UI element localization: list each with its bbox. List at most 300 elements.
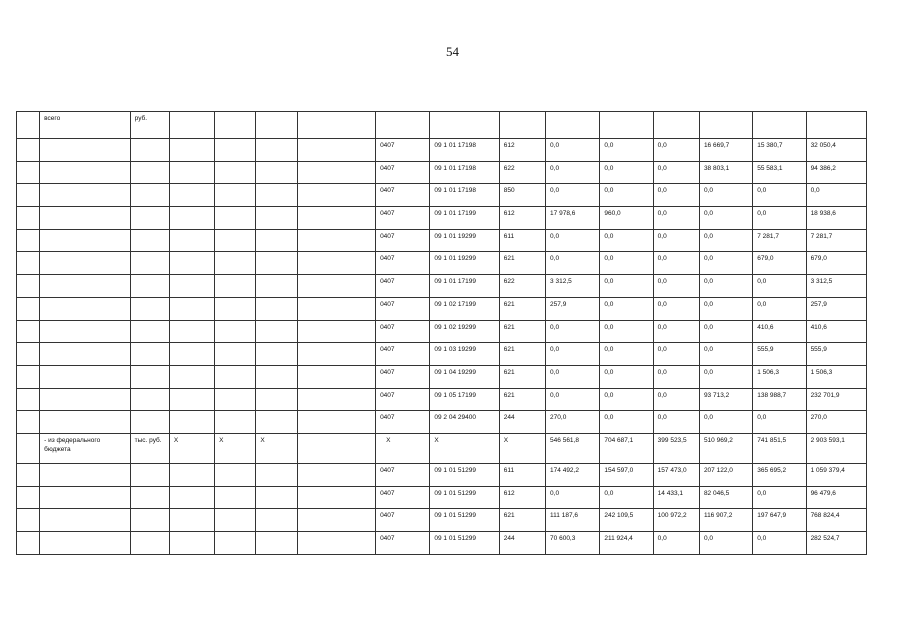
table-cell — [297, 161, 375, 184]
table-cell: 14 433,1 — [653, 486, 699, 509]
table-cell: 0,0 — [653, 297, 699, 320]
table-cell: 270,0 — [806, 411, 866, 434]
table-cell — [699, 112, 752, 139]
table-cell — [297, 207, 375, 230]
table-cell: 621 — [499, 297, 545, 320]
table-cell-lead — [17, 486, 40, 509]
table-cell: 09 1 01 17199 — [430, 275, 499, 298]
table-cell-lead — [17, 411, 40, 434]
table-cell — [297, 229, 375, 252]
table-cell — [40, 252, 131, 275]
table-cell: 38 803,1 — [699, 161, 752, 184]
table-cell — [215, 463, 256, 486]
table-cell — [169, 275, 214, 298]
table-row — [17, 532, 867, 555]
table-cell: 0,0 — [653, 411, 699, 434]
table-cell: 741 851,5 — [753, 433, 806, 463]
table-cell: 18 938,6 — [806, 207, 866, 230]
table-cell — [297, 112, 375, 139]
table-cell: 0,0 — [653, 139, 699, 162]
table-cell: 0,0 — [600, 320, 653, 343]
table-cell — [376, 112, 430, 139]
table-row — [17, 184, 867, 207]
table-cell — [130, 275, 169, 298]
table-cell — [40, 207, 131, 230]
table-cell — [130, 252, 169, 275]
table-cell — [297, 433, 375, 463]
table-cell — [297, 275, 375, 298]
table-cell — [130, 411, 169, 434]
table-cell: 0,0 — [653, 365, 699, 388]
table-cell — [215, 275, 256, 298]
table-cell — [169, 207, 214, 230]
table-cell — [130, 486, 169, 509]
table-cell: 768 824,4 — [806, 509, 866, 532]
table-cell — [215, 161, 256, 184]
table-cell: 0,0 — [699, 343, 752, 366]
table-cell: 94 386,2 — [806, 161, 866, 184]
table-cell — [256, 320, 297, 343]
table-cell — [297, 252, 375, 275]
table-cell — [499, 112, 545, 139]
table-cell — [256, 509, 297, 532]
table-cell: 09 1 01 19299 — [430, 229, 499, 252]
table-cell — [215, 411, 256, 434]
table-cell: 621 — [499, 509, 545, 532]
table-cell: 154 597,0 — [600, 463, 653, 486]
table-cell: 09 1 02 19299 — [430, 320, 499, 343]
table-cell: 0,0 — [699, 207, 752, 230]
table-cell: 612 — [499, 139, 545, 162]
table-cell: 0,0 — [546, 388, 600, 411]
table-cell — [215, 365, 256, 388]
table-cell: 0,0 — [653, 320, 699, 343]
table-cell: 0,0 — [600, 486, 653, 509]
table-cell — [256, 161, 297, 184]
table-cell: 96 479,6 — [806, 486, 866, 509]
table-cell: 3 312,5 — [806, 275, 866, 298]
table-cell-lead — [17, 388, 40, 411]
table-cell — [297, 343, 375, 366]
table-cell: 82 046,5 — [699, 486, 752, 509]
table-cell: 0,0 — [600, 139, 653, 162]
table-cell: 0407 — [376, 184, 430, 207]
table-cell — [40, 486, 131, 509]
table-cell: 850 — [499, 184, 545, 207]
table-cell-lead — [17, 252, 40, 275]
table-cell — [215, 486, 256, 509]
table-cell — [169, 184, 214, 207]
table-cell: 0407 — [376, 365, 430, 388]
table-cell: 7 281,7 — [753, 229, 806, 252]
table-cell — [130, 532, 169, 555]
table-row — [17, 463, 867, 486]
table-cell: 0,0 — [600, 297, 653, 320]
table-cell-lead — [17, 184, 40, 207]
table-cell: - из федерального бюджета — [40, 433, 131, 463]
table-cell: 0,0 — [546, 365, 600, 388]
table-cell: 410,6 — [806, 320, 866, 343]
table-cell: 0,0 — [699, 275, 752, 298]
table-cell — [169, 388, 214, 411]
table-cell: 0,0 — [600, 161, 653, 184]
table-cell — [130, 207, 169, 230]
table-cell — [215, 252, 256, 275]
table-cell: 09 1 04 19299 — [430, 365, 499, 388]
table-cell — [169, 112, 214, 139]
table-cell — [40, 463, 131, 486]
table-cell: 621 — [499, 365, 545, 388]
table-cell: 2 903 593,1 — [806, 433, 866, 463]
table-cell: 0,0 — [600, 365, 653, 388]
table-cell — [169, 411, 214, 434]
table-cell: 0407 — [376, 297, 430, 320]
table-cell — [40, 229, 131, 252]
table-cell — [40, 509, 131, 532]
table-row — [17, 343, 867, 366]
table-cell — [256, 463, 297, 486]
table-cell: 1 506,3 — [806, 365, 866, 388]
table-cell: 622 — [499, 275, 545, 298]
table-cell — [169, 486, 214, 509]
table-cell — [256, 252, 297, 275]
table-cell: Х — [215, 433, 256, 463]
table-cell: 70 600,3 — [546, 532, 600, 555]
table-cell: 0407 — [376, 411, 430, 434]
table-cell: 257,9 — [546, 297, 600, 320]
table-cell: 0,0 — [653, 184, 699, 207]
table-cell — [297, 486, 375, 509]
table-cell — [130, 388, 169, 411]
table-cell: 09 1 01 51299 — [430, 509, 499, 532]
table-cell-lead — [17, 275, 40, 298]
table-row — [17, 112, 867, 139]
table-cell — [546, 112, 600, 139]
table-cell: 0407 — [376, 207, 430, 230]
table-cell-lead — [17, 320, 40, 343]
table-cell: 399 523,5 — [653, 433, 699, 463]
table-cell: 0,0 — [806, 184, 866, 207]
table-cell: Х — [169, 433, 214, 463]
table-cell: 0,0 — [600, 184, 653, 207]
table-cell: Х — [376, 433, 430, 463]
table-cell — [297, 139, 375, 162]
table-row — [17, 229, 867, 252]
table-row — [17, 365, 867, 388]
table-cell — [215, 112, 256, 139]
table-cell: 0,0 — [653, 229, 699, 252]
table-cell: 232 701,9 — [806, 388, 866, 411]
table-cell — [40, 161, 131, 184]
table-cell-lead — [17, 207, 40, 230]
table-cell: 0,0 — [753, 207, 806, 230]
table-cell: 0407 — [376, 388, 430, 411]
table-cell — [130, 229, 169, 252]
table-cell: 0,0 — [546, 252, 600, 275]
table-cell: 0,0 — [600, 252, 653, 275]
table-cell — [130, 509, 169, 532]
table-cell: 09 1 02 17199 — [430, 297, 499, 320]
table-row — [17, 139, 867, 162]
table-cell — [215, 343, 256, 366]
table-cell — [40, 365, 131, 388]
table-cell: 621 — [499, 343, 545, 366]
table-cell: 09 1 01 17198 — [430, 161, 499, 184]
table-cell-lead — [17, 139, 40, 162]
table-cell: 0,0 — [699, 365, 752, 388]
table-cell: 93 713,2 — [699, 388, 752, 411]
table-cell: 0,0 — [699, 229, 752, 252]
table-cell: 100 972,2 — [653, 509, 699, 532]
table-cell: 0,0 — [546, 161, 600, 184]
table-cell-lead — [17, 365, 40, 388]
table-cell: 09 1 01 51299 — [430, 532, 499, 555]
table-cell: 0,0 — [699, 532, 752, 555]
table-cell: всего — [40, 112, 131, 139]
table-cell: 09 1 01 17199 — [430, 207, 499, 230]
table-cell: 704 687,1 — [600, 433, 653, 463]
table-row — [17, 207, 867, 230]
table-cell — [256, 112, 297, 139]
table-cell: 7 281,7 — [806, 229, 866, 252]
table-cell: 3 312,5 — [546, 275, 600, 298]
table-cell: 0,0 — [546, 343, 600, 366]
table-cell — [256, 207, 297, 230]
table-cell: 0407 — [376, 229, 430, 252]
table-cell — [215, 388, 256, 411]
table-cell — [297, 365, 375, 388]
table-cell — [40, 411, 131, 434]
table-cell: 410,6 — [753, 320, 806, 343]
table-cell — [215, 229, 256, 252]
table-cell: 546 561,8 — [546, 433, 600, 463]
table-cell: 611 — [499, 463, 545, 486]
table-cell — [215, 297, 256, 320]
table-cell — [169, 161, 214, 184]
table-cell — [297, 297, 375, 320]
table-cell: 09 1 01 51299 — [430, 463, 499, 486]
table-cell: 55 583,1 — [753, 161, 806, 184]
table-cell — [130, 463, 169, 486]
table-cell-lead — [17, 463, 40, 486]
table-cell: 0,0 — [546, 184, 600, 207]
table-cell — [256, 365, 297, 388]
table-cell: 174 492,2 — [546, 463, 600, 486]
table-cell — [169, 229, 214, 252]
table-cell — [40, 320, 131, 343]
table-cell: 242 109,5 — [600, 509, 653, 532]
table-cell-lead — [17, 112, 40, 139]
table-cell: 0,0 — [699, 297, 752, 320]
table-cell: 0407 — [376, 275, 430, 298]
table-cell — [169, 320, 214, 343]
table-cell — [215, 184, 256, 207]
table-cell: 116 907,2 — [699, 509, 752, 532]
table-cell: 17 978,6 — [546, 207, 600, 230]
table-cell — [40, 184, 131, 207]
table-cell: 244 — [499, 532, 545, 555]
budget-table — [16, 111, 867, 555]
table-cell — [215, 139, 256, 162]
table-cell — [653, 112, 699, 139]
table-cell: 0,0 — [753, 275, 806, 298]
table-cell: 270,0 — [546, 411, 600, 434]
table-cell: 960,0 — [600, 207, 653, 230]
table-cell: 0,0 — [753, 411, 806, 434]
table-cell — [169, 365, 214, 388]
table-cell: 0,0 — [699, 411, 752, 434]
table-cell — [215, 207, 256, 230]
table-row — [17, 320, 867, 343]
table-cell: 0,0 — [753, 297, 806, 320]
table-cell: 207 122,0 — [699, 463, 752, 486]
table-cell: 621 — [499, 320, 545, 343]
table-cell: 611 — [499, 229, 545, 252]
table-cell: Х — [499, 433, 545, 463]
table-row — [17, 411, 867, 434]
table-cell: 197 647,9 — [753, 509, 806, 532]
table-cell: 0,0 — [546, 229, 600, 252]
table-cell — [297, 411, 375, 434]
table-cell: 0407 — [376, 161, 430, 184]
table-cell — [753, 112, 806, 139]
table-cell — [215, 532, 256, 555]
table-cell — [130, 320, 169, 343]
table-cell — [256, 229, 297, 252]
table-row — [17, 275, 867, 298]
page-number: 54 — [446, 44, 459, 59]
table-cell — [130, 184, 169, 207]
table-cell — [40, 388, 131, 411]
table-cell: 555,9 — [806, 343, 866, 366]
table-cell: тыс. руб. — [130, 433, 169, 463]
table-cell: 0,0 — [546, 139, 600, 162]
table-cell — [256, 388, 297, 411]
table-cell: 0,0 — [546, 320, 600, 343]
table-cell: 365 695,2 — [753, 463, 806, 486]
table-cell-lead — [17, 229, 40, 252]
table-cell: 0,0 — [699, 184, 752, 207]
table-cell — [130, 365, 169, 388]
table-cell: 0,0 — [600, 229, 653, 252]
table-cell — [256, 343, 297, 366]
table-cell: Х — [256, 433, 297, 463]
table-row — [17, 433, 867, 463]
table-cell: 09 1 03 19299 — [430, 343, 499, 366]
table-cell: 0,0 — [653, 161, 699, 184]
table-cell — [806, 112, 866, 139]
table-cell: 621 — [499, 252, 545, 275]
table-cell — [256, 139, 297, 162]
table-row — [17, 509, 867, 532]
table-cell — [169, 343, 214, 366]
table-cell — [297, 532, 375, 555]
table-cell — [297, 184, 375, 207]
table-cell: 09 1 01 17198 — [430, 184, 499, 207]
table-cell: 0,0 — [653, 388, 699, 411]
table-cell: 0407 — [376, 532, 430, 555]
table-cell: 0,0 — [753, 486, 806, 509]
table-cell — [256, 275, 297, 298]
table-cell: 0407 — [376, 343, 430, 366]
table-cell: 0,0 — [600, 388, 653, 411]
table-cell: 0407 — [376, 252, 430, 275]
table-cell: 0,0 — [600, 411, 653, 434]
table-cell: 09 2 04 29400 — [430, 411, 499, 434]
table-cell: 16 669,7 — [699, 139, 752, 162]
table-cell — [215, 320, 256, 343]
table-cell: 622 — [499, 161, 545, 184]
table-cell — [40, 139, 131, 162]
table-cell: 0,0 — [653, 275, 699, 298]
table-cell: 0,0 — [699, 320, 752, 343]
table-cell: 257,9 — [806, 297, 866, 320]
table-cell — [40, 275, 131, 298]
table-cell: 244 — [499, 411, 545, 434]
table-cell: 612 — [499, 486, 545, 509]
table-cell-lead — [17, 509, 40, 532]
table-cell: 157 473,0 — [653, 463, 699, 486]
table-cell — [430, 112, 499, 139]
table-cell — [297, 509, 375, 532]
table-cell: руб. — [130, 112, 169, 139]
table-cell — [130, 161, 169, 184]
table-cell: 0,0 — [600, 343, 653, 366]
table-cell: 09 1 01 51299 — [430, 486, 499, 509]
table-cell: 0,0 — [653, 252, 699, 275]
table-cell: 09 1 01 19299 — [430, 252, 499, 275]
table-cell: 32 050,4 — [806, 139, 866, 162]
table-cell: 0407 — [376, 320, 430, 343]
table-cell — [130, 343, 169, 366]
table-cell — [169, 532, 214, 555]
table-cell: 0407 — [376, 509, 430, 532]
table-cell: 0,0 — [600, 275, 653, 298]
table-cell — [40, 532, 131, 555]
table-cell: 621 — [499, 388, 545, 411]
table-cell — [130, 297, 169, 320]
table-cell — [215, 509, 256, 532]
table-cell: 15 380,7 — [753, 139, 806, 162]
table-cell: 555,9 — [753, 343, 806, 366]
table-cell-lead — [17, 161, 40, 184]
table-cell: 1 059 379,4 — [806, 463, 866, 486]
table-cell: 0,0 — [753, 532, 806, 555]
table-cell — [256, 297, 297, 320]
table-cell — [256, 411, 297, 434]
table-cell: 510 969,2 — [699, 433, 752, 463]
table-row — [17, 252, 867, 275]
table-cell: 612 — [499, 207, 545, 230]
table-cell: 0,0 — [753, 184, 806, 207]
table-cell — [297, 463, 375, 486]
table-cell — [130, 139, 169, 162]
table-cell: 138 988,7 — [753, 388, 806, 411]
table-cell — [297, 388, 375, 411]
table-cell: 0,0 — [699, 252, 752, 275]
table-cell: 679,0 — [806, 252, 866, 275]
table-cell: 111 187,6 — [546, 509, 600, 532]
table-cell: 09 1 05 17199 — [430, 388, 499, 411]
table-cell: 211 924,4 — [600, 532, 653, 555]
table-row — [17, 161, 867, 184]
table-cell — [169, 297, 214, 320]
table-cell: Х — [430, 433, 499, 463]
table-cell-lead — [17, 297, 40, 320]
table-cell: 0,0 — [546, 486, 600, 509]
table-cell: 0,0 — [653, 343, 699, 366]
table-row — [17, 388, 867, 411]
